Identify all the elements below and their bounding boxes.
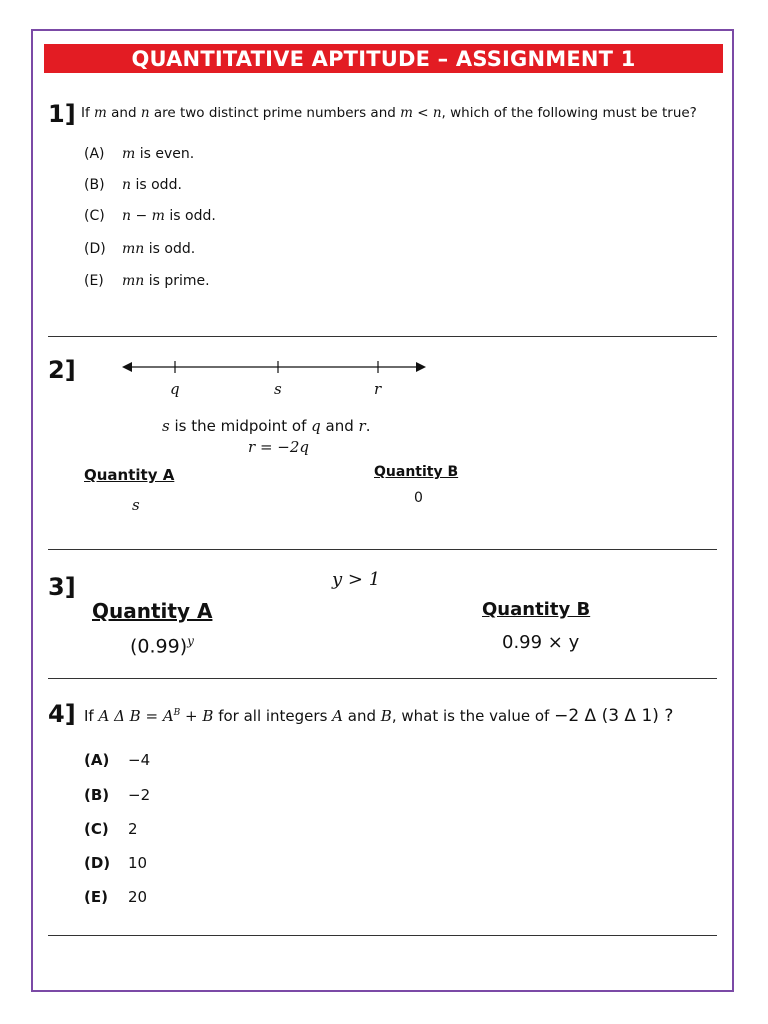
option-label: (A) — [84, 146, 105, 162]
question-3-number: 3] — [48, 573, 76, 601]
q3-quantity-b-label: Quantity B — [482, 599, 591, 620]
question-4-number: 4] — [48, 700, 76, 728]
q1-option-a[interactable] — [84, 146, 194, 162]
point-label-r: r — [374, 380, 382, 398]
q1-stem-part: , which of the following must be true? — [441, 105, 697, 121]
q3-quantity-a-value — [130, 634, 194, 657]
q1-stem-part: < — [412, 105, 433, 121]
option-value: 2 — [128, 820, 138, 838]
q4-stem-part: for all integers — [213, 707, 333, 725]
q3-quantity-b-value: 0.99 × y — [502, 632, 580, 653]
q4-stem-expression: −2 Δ (3 Δ 1) ? — [554, 706, 674, 726]
q1-option-c[interactable] — [84, 208, 216, 224]
option-label: (B) — [84, 177, 105, 193]
q4-option-a[interactable] — [84, 751, 150, 769]
q1-stem-var-m: m — [400, 105, 413, 121]
q3-quantity-a-base: (0.99) — [130, 635, 188, 658]
option-value: 10 — [128, 854, 148, 872]
q3-condition-text: y > 1 — [332, 569, 381, 590]
option-var: mn — [122, 241, 145, 257]
right-arrow-icon — [416, 362, 426, 372]
q1-stem-var-n: n — [432, 105, 442, 121]
option-label: (E) — [84, 273, 104, 289]
option-label: (B) — [84, 786, 110, 804]
question-1-number: 1] — [48, 100, 76, 128]
q1-option-b[interactable] — [84, 177, 182, 193]
q1-stem-part: and — [106, 105, 141, 121]
option-label: (C) — [84, 820, 109, 838]
option-label: (E) — [84, 888, 108, 906]
q1-option-d[interactable] — [84, 241, 195, 257]
option-value: −2 — [128, 786, 151, 804]
q4-stem-definition-tail: + B — [180, 707, 214, 725]
point-label-q: q — [170, 380, 180, 398]
stmt-text: . — [365, 417, 371, 435]
stmt-var-q: q — [311, 417, 321, 435]
section-divider — [48, 336, 717, 337]
q3-quantity-a-exponent: y — [187, 634, 194, 648]
q2-quantity-b-label: Quantity B — [374, 464, 459, 480]
option-label: (C) — [84, 208, 105, 224]
q1-option-e[interactable] — [84, 273, 210, 289]
q4-stem-part: If — [84, 707, 99, 725]
q2-equation: r = −2q — [248, 438, 309, 456]
question-4-stem — [84, 706, 673, 726]
option-label: (D) — [84, 854, 111, 872]
option-text: is odd. — [164, 208, 216, 224]
option-var: n − m — [122, 208, 165, 224]
stmt-text: and — [320, 417, 359, 435]
q1-stem-var-m: m — [94, 105, 107, 121]
option-var: mn — [122, 273, 145, 289]
q4-stem-var-b: B — [380, 707, 392, 725]
assignment-title: QUANTITATIVE APTITUDE – ASSIGNMENT 1 — [44, 44, 723, 73]
section-divider — [48, 678, 717, 679]
q1-stem-var-n: n — [140, 105, 150, 121]
q4-stem-part: and — [343, 707, 381, 725]
q4-option-d[interactable] — [84, 854, 147, 872]
option-label: (D) — [84, 241, 106, 257]
stmt-var-s: s — [162, 417, 170, 435]
q3-condition — [332, 569, 380, 590]
q2-quantity-a-label: Quantity A — [84, 466, 175, 484]
option-label: (A) — [84, 751, 110, 769]
q2-quantity-b-value: 0 — [414, 490, 423, 506]
option-value: 20 — [128, 888, 148, 906]
q4-option-b[interactable] — [84, 786, 150, 804]
question-2-number: 2] — [48, 356, 76, 384]
option-text: is prime. — [144, 273, 210, 289]
question-1-stem — [81, 105, 697, 121]
q2-statement — [162, 417, 370, 435]
section-divider — [48, 549, 717, 550]
section-divider — [48, 935, 717, 936]
q4-stem-definition: A Δ B = A — [98, 707, 174, 725]
q3-quantity-a-label: Quantity A — [92, 599, 213, 623]
q4-stem-part: , what is the value of — [391, 707, 555, 725]
stmt-text: is the midpoint of — [169, 417, 312, 435]
left-arrow-icon — [122, 362, 132, 372]
option-var: n — [122, 177, 132, 193]
number-line — [120, 356, 430, 378]
stmt-var-r: r — [358, 417, 366, 435]
q4-option-c[interactable] — [84, 820, 138, 838]
q4-option-e[interactable] — [84, 888, 147, 906]
point-label-s: s — [274, 380, 282, 398]
q1-stem-part: are two distinct prime numbers and — [149, 105, 401, 121]
option-var: m — [122, 146, 136, 162]
q2-quantity-a-value: s — [132, 496, 140, 514]
option-text: is even. — [135, 146, 195, 162]
option-text: is odd. — [131, 177, 182, 193]
option-value: −4 — [128, 751, 151, 769]
option-text: is odd. — [144, 241, 196, 257]
q4-stem-var-a: A — [332, 707, 344, 725]
q4-stem-exponent: B — [173, 708, 181, 718]
q1-stem-part: If — [81, 105, 95, 121]
